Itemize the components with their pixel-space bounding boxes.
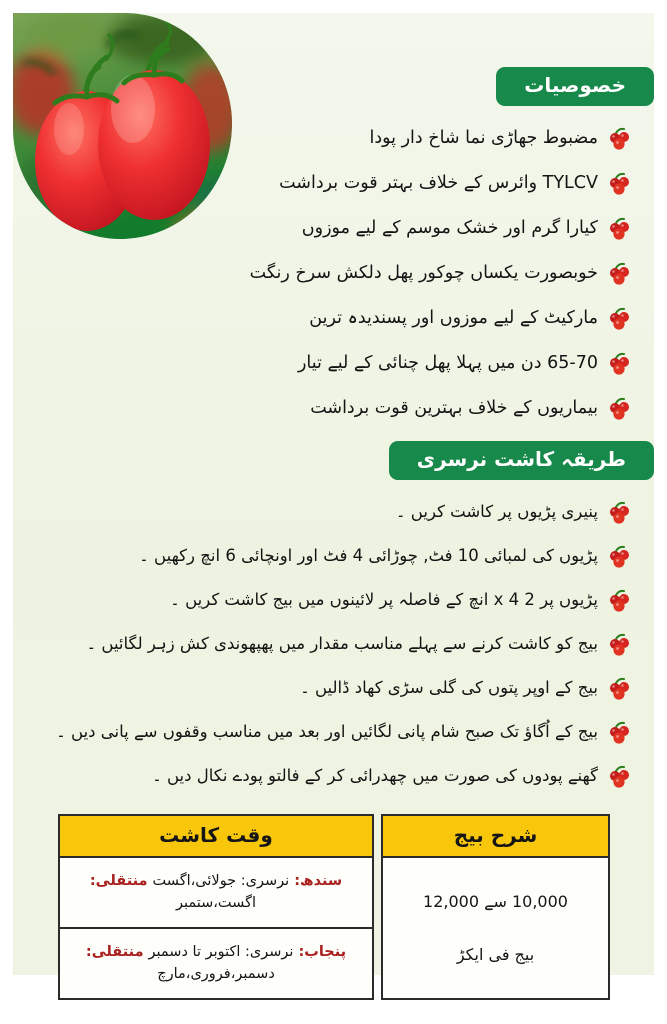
feature-item <box>13 386 654 431</box>
nursery-step-item <box>13 490 654 534</box>
tomato-cluster-icon <box>607 261 632 286</box>
nursery-step-text: بیج کو کاشت کرنے سے پہلے مناسب مقدار میں پھپھوندی کش زہر لگائیں ۔ <box>86 633 598 653</box>
tomato-cluster-icon <box>607 351 632 376</box>
planting-time-header: وقت کاشت <box>60 816 372 858</box>
feature-item <box>13 251 654 296</box>
seed-rate-header: شرح بیج <box>383 816 608 858</box>
nursery-step-text: پڑیوں پر 2 x 4 انچ کے فاصلہ پر لائینوں میں بیج کاشت کریں ۔ <box>170 589 598 609</box>
seed-rate-unit: بیج فی ایکڑ <box>456 944 535 964</box>
region-label: پنجاب: <box>298 943 347 960</box>
seed-rate-cell <box>383 858 608 998</box>
tomato-cluster-icon <box>607 171 632 196</box>
feature-item-text: بیماریوں کے خلاف بہترین قوت برداشت <box>310 397 598 418</box>
nursery-method-heading: طریقہ کاشت نرسری <box>389 441 654 480</box>
nursery-step-item <box>13 534 654 578</box>
nursery-months: نرسری: اکتوبر تا دسمبر <box>148 943 294 960</box>
planting-time-row-punjab <box>60 927 372 998</box>
tomato-cluster-icon <box>607 396 632 421</box>
tomato-cluster-icon <box>607 306 632 331</box>
flyer-page <box>13 13 654 983</box>
nursery-step-text: پڑیوں کی لمبائی 10 فٹ, چوڑائی 4 فٹ اور اونچائی 6 انچ رکھیں ۔ <box>139 545 598 565</box>
nursery-step-text: بیج کے اُگاؤ تک صبح شام پانی لگائیں اور بعد میں مناسب وقفوں سے پانی دیں ۔ <box>56 721 598 741</box>
info-tables <box>58 814 654 1000</box>
tomato-cluster-icon <box>607 544 632 569</box>
nursery-step-item <box>13 666 654 710</box>
feature-item-text: TYLCV وائرس کے خلاف بہتر قوت برداشت <box>279 172 598 193</box>
tomato-cluster-icon <box>607 126 632 151</box>
tomato-photo-image <box>13 13 232 239</box>
tomato-cluster-icon <box>607 500 632 525</box>
features-heading: خصوصیات <box>496 67 654 106</box>
tomato-cluster-icon <box>607 764 632 789</box>
planting-time-table <box>58 814 374 1000</box>
transplant-label: منتقلی: <box>89 873 148 889</box>
transplant-label: منتقلی: <box>85 943 144 960</box>
tomato-cluster-icon <box>607 632 632 657</box>
transplant-months: اگست،ستمبر <box>175 895 257 912</box>
tomato-cluster-icon <box>607 216 632 241</box>
nursery-step-text: گھنے پودوں کی صورت میں چھدرائی کر کے فالتو پودے نکال دیں ۔ <box>152 765 598 785</box>
feature-item-text: 65-70 دن میں پہلا پھل چنائی کے لیے تیار <box>297 352 598 373</box>
feature-item <box>13 296 654 341</box>
region-label: سندھ: <box>294 873 343 889</box>
nursery-method-list <box>13 490 654 798</box>
nursery-months: نرسری: جولائی،اگست <box>152 873 290 889</box>
tomato-cluster-icon <box>607 676 632 701</box>
planting-time-row-sindh <box>60 858 372 927</box>
transplant-months: دسمبر،فروری،مارچ <box>157 966 275 983</box>
feature-item-text: کیارا گرم اور خشک موسم کے لیے موزوں <box>301 217 598 238</box>
nursery-step-item <box>13 754 654 798</box>
feature-item-text: خوبصورت یکساں چوکور پھل دلکش سرخ رنگت <box>249 262 598 283</box>
tomato-cluster-icon <box>607 720 632 745</box>
nursery-step-item <box>13 710 654 754</box>
feature-item <box>13 341 654 386</box>
seed-rate-quantity: 10,000 سے 12,000 <box>423 891 568 911</box>
nursery-step-text: بیج کے اوپر پتوں کی گلی سڑی کھاد ڈالیں ۔ <box>300 677 598 697</box>
tomato-cluster-icon <box>607 588 632 613</box>
seed-rate-table <box>381 814 610 1000</box>
feature-item-text: مارکیٹ کے لیے موزوں اور پسندیدہ ترین <box>309 307 598 328</box>
feature-item-text: مضبوط جھاڑی نما شاخ دار پودا <box>369 127 598 148</box>
nursery-step-text: پنیری پڑیوں پر کاشت کریں ۔ <box>395 501 598 521</box>
nursery-step-item <box>13 622 654 666</box>
nursery-step-item <box>13 578 654 622</box>
